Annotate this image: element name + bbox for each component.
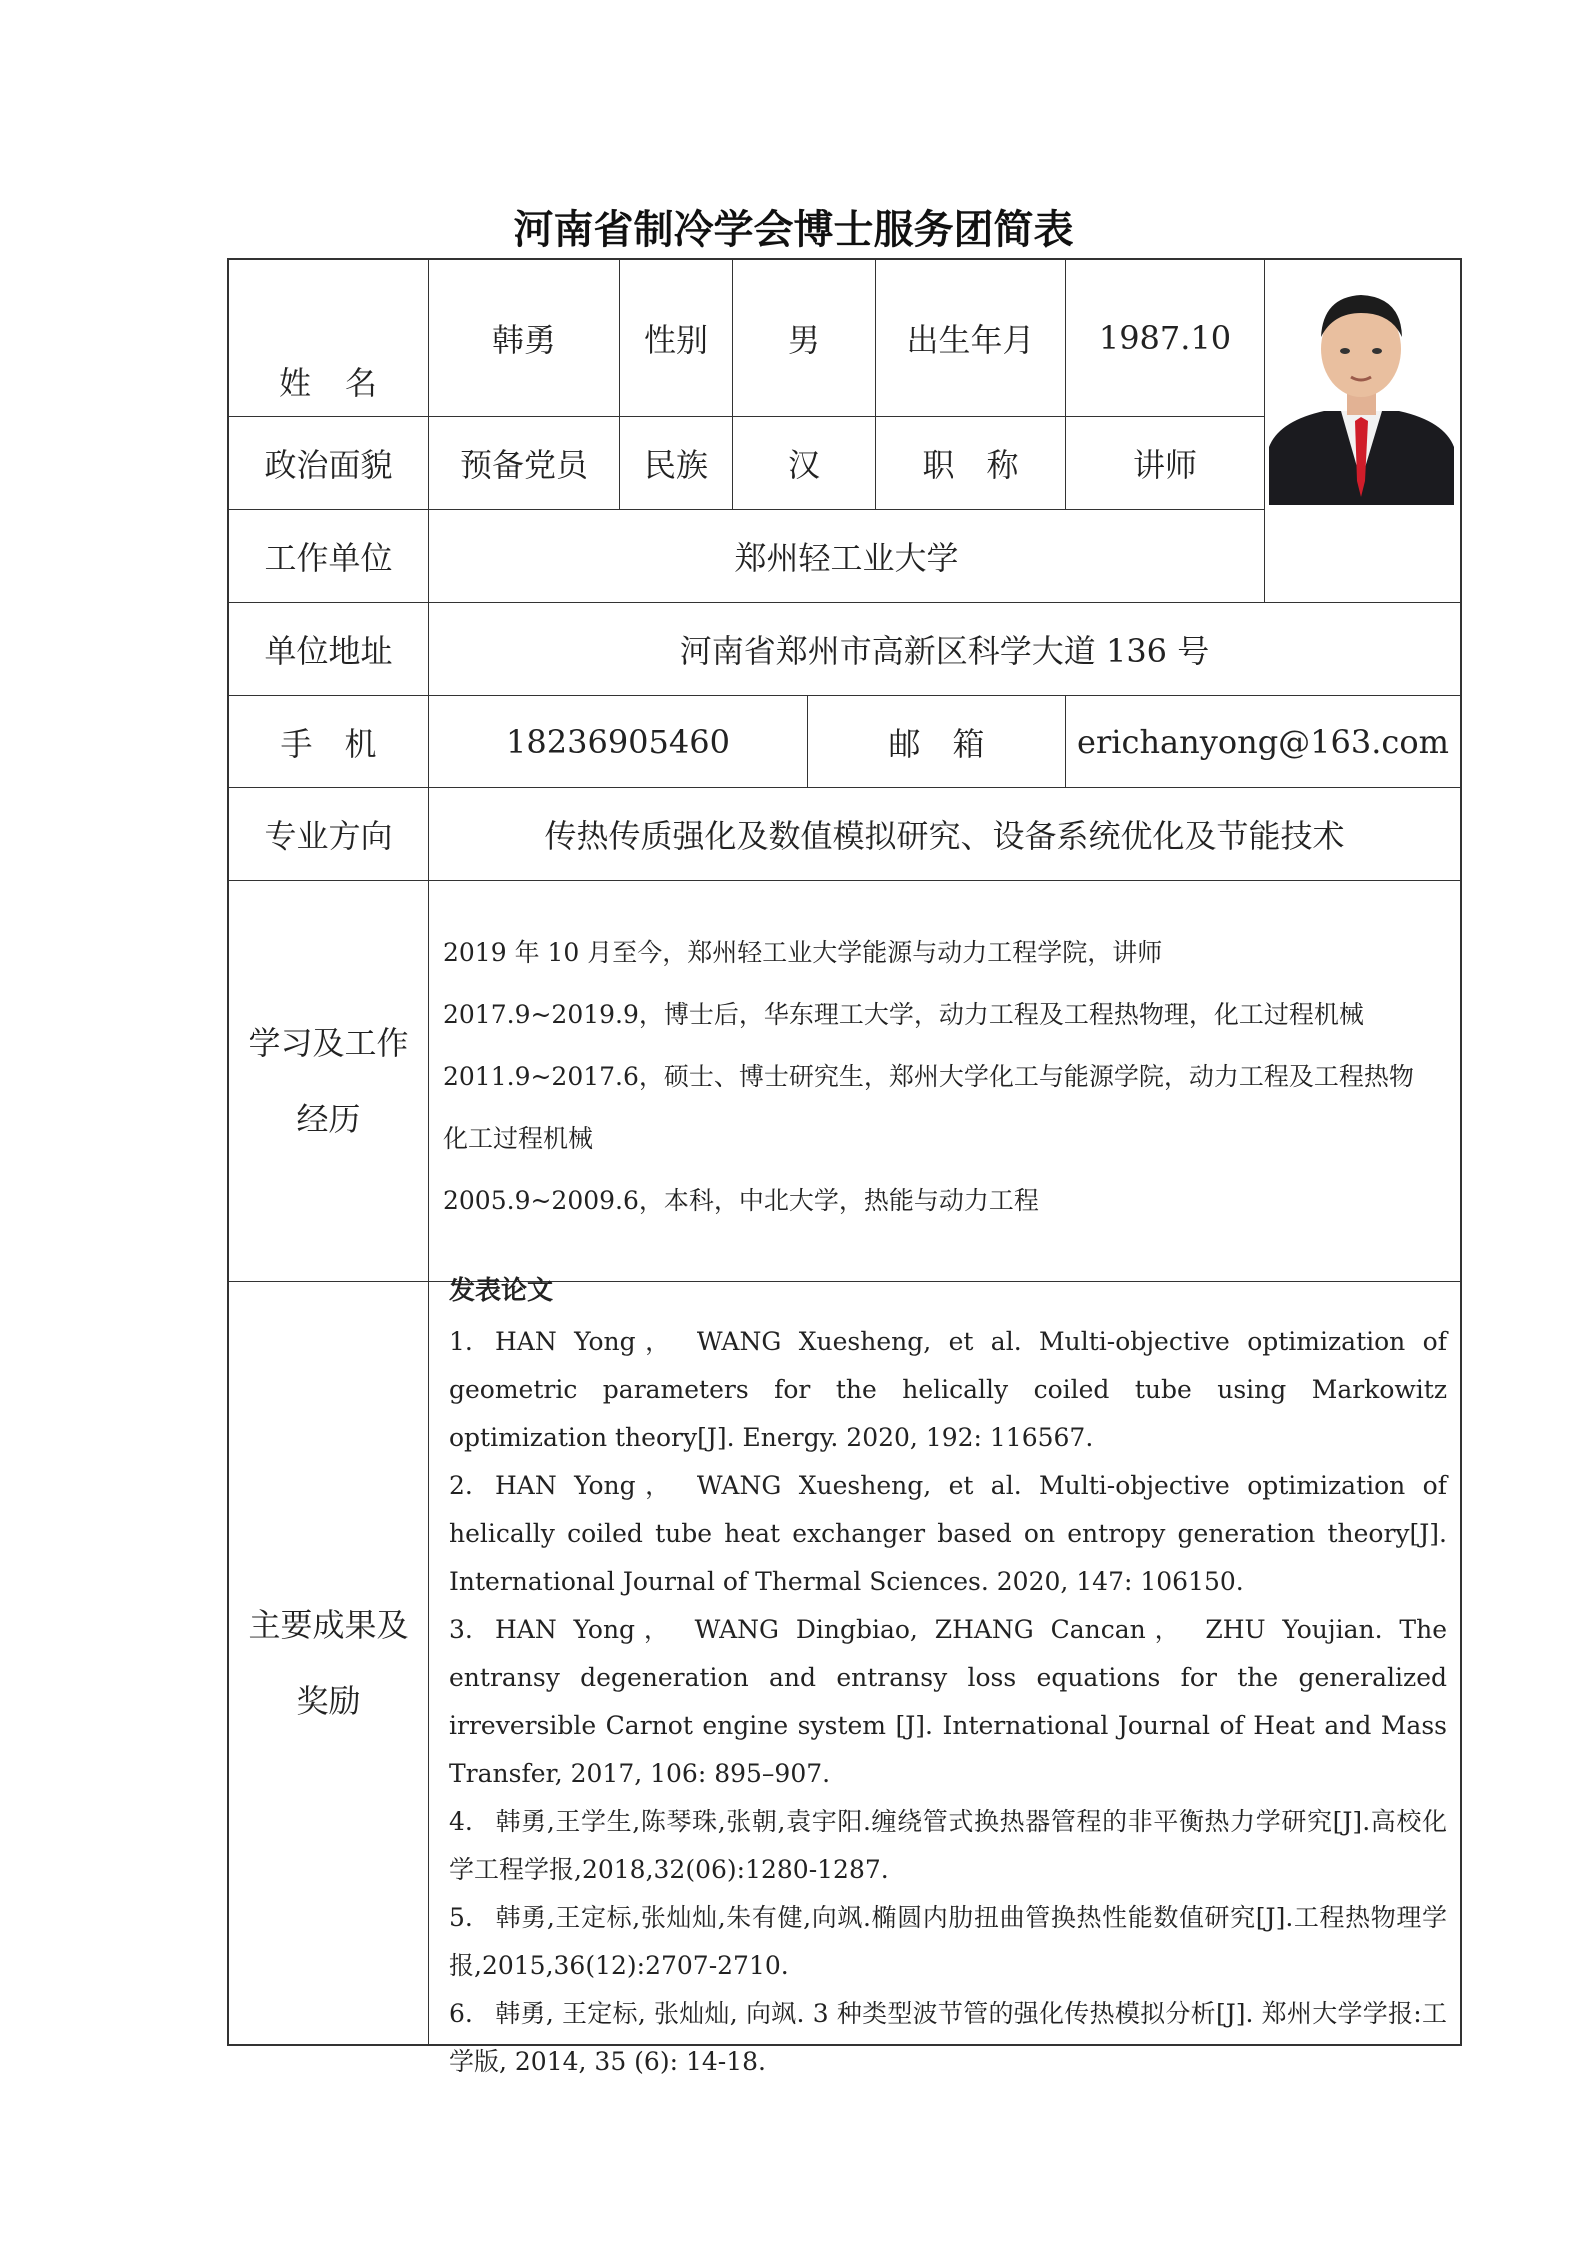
publication-item [449, 1990, 1447, 2086]
publication-number: 1. [449, 1327, 473, 1356]
rank-value: 讲师 [1132, 446, 1197, 484]
profile-photo [1269, 271, 1454, 505]
ethnicity-label: 民族 [643, 446, 708, 484]
ethnicity-value: 汉 [787, 446, 820, 484]
publication-text: 韩勇, 王定标, 张灿灿, 向飒. 3 种类型波节管的强化传热模拟分析[J]. 郑州大学学报:工学版, 2014, 35 (6): 14-18. [449, 1999, 1447, 2076]
publication-text: HAN Yong， WANG Xuesheng, et al. Multi-objective optimization of geometric parameters for the helically coiled tube using Markowitz optimization theory[J]. Energy. 2020, 192: 116567. [449, 1327, 1447, 1452]
achievements-label [229, 1282, 428, 2044]
experience-item: 化工过程机械 [443, 1124, 594, 1153]
person-portrait-icon [1269, 271, 1454, 505]
email-label: 邮 箱 [888, 724, 985, 763]
publication-text: 韩勇,王定标,张灿灿,朱有健,向飒.椭圆内肋扭曲管换热性能数值研究[J].工程热物理学报,2015,36(12):2707-2710. [449, 1903, 1447, 1980]
birth-value: 1987.10 [1098, 319, 1232, 357]
address-label: 单位地址 [264, 632, 393, 670]
field-label: 专业方向 [264, 817, 393, 855]
rank-label: 职 称 [922, 446, 1019, 484]
column-divider [1264, 260, 1265, 602]
publication-text: HAN Yong， WANG Dingbiao, ZHANG Cancan， ZHU Youjian. The entransy degeneration and entransy loss equations for the generalized irreversible Carnot engine system [J]. International Journal of Heat and Mass Transfer, 2017, 106: 895–907. [449, 1615, 1447, 1788]
experience-item: 2005.9~2009.6，本科，中北大学，热能与动力工程 [443, 1186, 1039, 1215]
experience-label-line: 学习及工作 [248, 1024, 409, 1062]
experience-label [229, 881, 428, 1281]
address-value: 河南省郑州市高新区科学大道 136 号 [679, 632, 1210, 670]
name-value: 韩勇 [491, 321, 556, 359]
email-value: erichanyong@163.com [1077, 722, 1449, 761]
name-label: 姓 名 [278, 364, 378, 402]
experience-item: 2017.9~2019.9，博士后，华东理工大学，动力工程及工程热物理，化工过程机械 [443, 1000, 1364, 1029]
experience-item: 2011.9~2017.6，硕士、博士研究生，郑州大学化工与能源学院，动力工程及工程热物 [443, 1062, 1414, 1091]
employer-value: 郑州轻工业大学 [734, 539, 959, 577]
gender-value: 男 [787, 321, 820, 359]
gender-label: 性别 [643, 321, 708, 359]
experience-label-line: 经历 [296, 1100, 361, 1138]
publication-number: 2. [449, 1471, 473, 1500]
publication-number: 5. [449, 1903, 473, 1932]
publication-text: 韩勇,王学生,陈琴珠,张朝,袁宇阳.缠绕管式换热器管程的非平衡热力学研究[J].高校化学工程学报,2018,32(06):1280-1287. [449, 1807, 1447, 1884]
politics-label: 政治面貌 [264, 446, 393, 484]
employer-label: 工作单位 [264, 539, 393, 577]
birth-label: 出生年月 [906, 321, 1035, 359]
page-title: 河南省制冷学会博士服务团简表 [513, 207, 1074, 253]
publication-number: 6. [449, 1999, 473, 2028]
publication-item [449, 1318, 1447, 1462]
achievements-label-line: 主要成果及 [248, 1606, 409, 1644]
field-value: 传热传质强化及数值模拟研究、设备系统优化及节能技术 [544, 817, 1345, 855]
phone-label: 手 机 [280, 724, 377, 763]
publication-text: HAN Yong， WANG Xuesheng, et al. Multi-objective optimization of helically coiled tube heat exchanger based on entropy generation theory[J]. International Journal of Thermal Sciences. 2020, 147: 106150. [449, 1471, 1447, 1596]
publication-number: 3. [449, 1615, 473, 1644]
publication-number: 4. [449, 1807, 473, 1836]
publication-item [449, 1894, 1447, 1990]
phone-value: 18236905460 [506, 722, 730, 761]
publication-item [449, 1798, 1447, 1894]
publication-item [449, 1606, 1447, 1798]
achievements-label-line: 奖励 [296, 1682, 361, 1720]
publications-heading: 发表论文 [449, 1276, 554, 1306]
experience-list [429, 881, 1459, 1279]
experience-item: 2019 年 10 月至今，郑州轻工业大学能源与动力工程学院，讲师 [443, 938, 1163, 967]
publications-list [449, 1272, 1447, 2086]
publication-item [449, 1462, 1447, 1606]
politics-value: 预备党员 [459, 446, 588, 484]
